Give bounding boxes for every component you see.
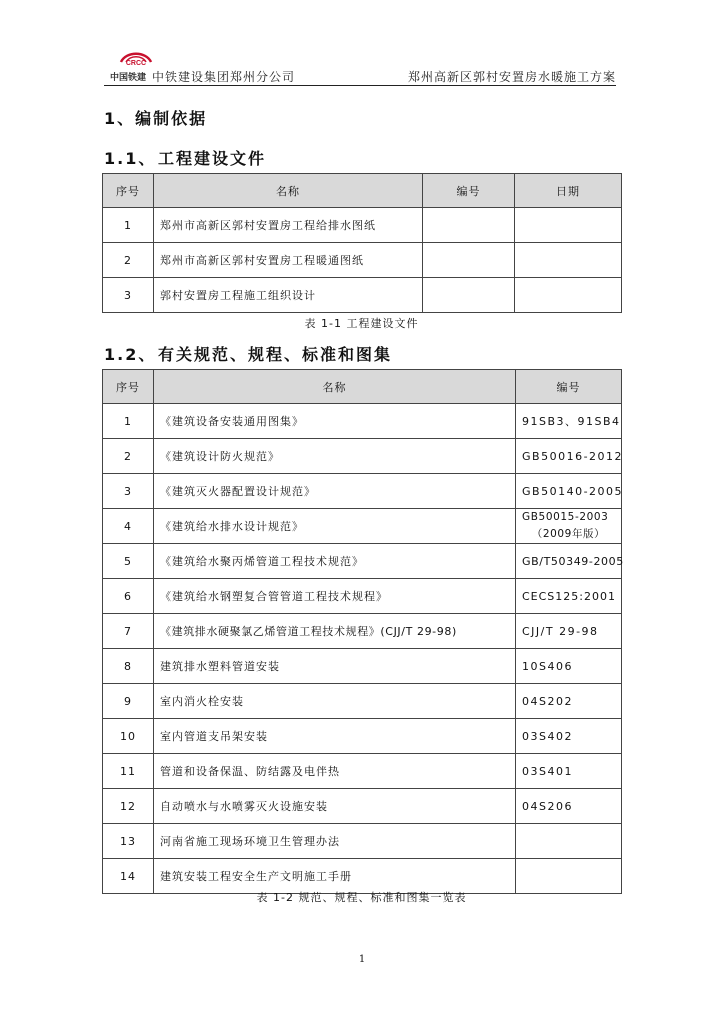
row-number: 9 bbox=[103, 684, 154, 719]
row-name: 《建筑排水硬聚氯乙烯管道工程技术规程》(CJJ/T 29-98) bbox=[154, 614, 516, 649]
row-code: CECS125:2001 bbox=[516, 579, 622, 614]
header-cell: 名称 bbox=[154, 370, 516, 404]
header-cell: 名称 bbox=[154, 174, 423, 208]
crcc-logo-icon bbox=[118, 50, 154, 70]
table-row bbox=[103, 404, 622, 439]
row-number: 13 bbox=[103, 824, 154, 859]
row-name: 《建筑给水聚丙烯管道工程技术规范》 bbox=[154, 544, 516, 579]
row-number: 7 bbox=[103, 614, 154, 649]
company-name: 中铁建设集团郑州分公司 bbox=[152, 70, 296, 84]
row-number: 5 bbox=[103, 544, 154, 579]
row-name: 《建筑设计防火规范》 bbox=[154, 439, 516, 474]
row-name: 河南省施工现场环境卫生管理办法 bbox=[154, 824, 516, 859]
table-row bbox=[103, 614, 622, 649]
table-row bbox=[103, 649, 622, 684]
header-divider bbox=[104, 85, 616, 86]
table-header-row bbox=[103, 370, 622, 404]
row-name: 建筑排水塑料管道安装 bbox=[154, 649, 516, 684]
table-row bbox=[103, 579, 622, 614]
table-row bbox=[103, 439, 622, 474]
table-row bbox=[103, 243, 622, 278]
row-date bbox=[515, 208, 622, 243]
row-number: 3 bbox=[103, 474, 154, 509]
row-code bbox=[423, 208, 515, 243]
header-cell: 编号 bbox=[516, 370, 622, 404]
page-number: 1 bbox=[358, 954, 366, 965]
table-row bbox=[103, 824, 622, 859]
engineering-documents-table bbox=[102, 173, 622, 313]
row-number: 8 bbox=[103, 649, 154, 684]
table-caption-1-1: 表 1-1 工程建设文件 bbox=[304, 317, 419, 330]
row-code-line2: （2009年版） bbox=[531, 528, 606, 540]
row-number: 6 bbox=[103, 579, 154, 614]
table-row bbox=[103, 544, 622, 579]
table-caption-1-2: 表 1-2 规范、规程、标准和图集一览表 bbox=[256, 891, 467, 904]
row-name: 建筑安装工程安全生产文明施工手册 bbox=[154, 859, 516, 894]
header-cell: 编号 bbox=[423, 174, 515, 208]
row-code: CJJ/T 29-98 bbox=[516, 614, 622, 649]
row-name: 郑州市高新区郭村安置房工程暖通图纸 bbox=[154, 243, 423, 278]
section-heading-1: 1、编制依据 bbox=[104, 109, 208, 128]
row-number: 12 bbox=[103, 789, 154, 824]
row-code-line1: GB50015-2003 bbox=[522, 511, 609, 523]
row-number: 11 bbox=[103, 754, 154, 789]
table-row bbox=[103, 474, 622, 509]
row-name: 管道和设备保温、防结露及电伴热 bbox=[154, 754, 516, 789]
row-code bbox=[516, 824, 622, 859]
row-number: 1 bbox=[103, 208, 154, 243]
row-number: 14 bbox=[103, 859, 154, 894]
row-name: 《建筑灭火器配置设计规范》 bbox=[154, 474, 516, 509]
row-code bbox=[423, 243, 515, 278]
row-code: GB50016-2012 bbox=[516, 439, 622, 474]
row-name: 自动喷水与水喷雾灭火设施安装 bbox=[154, 789, 516, 824]
table-row bbox=[103, 278, 622, 313]
page-header bbox=[104, 50, 616, 86]
row-code: 91SB3、91SB4 bbox=[516, 404, 622, 439]
section-title: 有关规范、规程、标准和图集 bbox=[158, 345, 393, 364]
table-row bbox=[103, 754, 622, 789]
row-number: 10 bbox=[103, 719, 154, 754]
standards-table bbox=[102, 369, 622, 894]
header-cell: 序号 bbox=[103, 174, 154, 208]
row-name: 郑州市高新区郭村安置房工程给排水图纸 bbox=[154, 208, 423, 243]
row-code: 04S206 bbox=[516, 789, 622, 824]
header-cell: 序号 bbox=[103, 370, 154, 404]
table-row bbox=[103, 509, 622, 544]
row-code: 10S406 bbox=[516, 649, 622, 684]
table-header-row bbox=[103, 174, 622, 208]
section-heading-1-1 bbox=[104, 146, 266, 169]
row-code: GB50140-2005 bbox=[516, 474, 622, 509]
row-code bbox=[423, 278, 515, 313]
row-name: 室内消火栓安装 bbox=[154, 684, 516, 719]
row-number: 4 bbox=[103, 509, 154, 544]
row-name: 室内管道支吊架安装 bbox=[154, 719, 516, 754]
document-title: 郑州高新区郭村安置房水暖施工方案 bbox=[407, 70, 616, 84]
row-code: 04S202 bbox=[516, 684, 622, 719]
table-row bbox=[103, 789, 622, 824]
row-code: 03S401 bbox=[516, 754, 622, 789]
row-code: GB/T50349-2005 bbox=[516, 544, 622, 579]
row-number: 2 bbox=[103, 439, 154, 474]
table-row bbox=[103, 208, 622, 243]
row-name: 郭村安置房工程施工组织设计 bbox=[154, 278, 423, 313]
row-number: 1 bbox=[103, 404, 154, 439]
row-name: 《建筑给水钢塑复合管管道工程技术规程》 bbox=[154, 579, 516, 614]
row-number: 3 bbox=[103, 278, 154, 313]
table-row bbox=[103, 684, 622, 719]
row-code bbox=[516, 509, 622, 544]
section-number: 1.1、 bbox=[104, 149, 157, 168]
row-date bbox=[515, 243, 622, 278]
svg-text:CRCC: CRCC bbox=[125, 60, 147, 67]
row-name: 《建筑设备安装通用图集》 bbox=[154, 404, 516, 439]
row-name: 《建筑给水排水设计规范》 bbox=[154, 509, 516, 544]
row-number: 2 bbox=[103, 243, 154, 278]
section-title: 工程建设文件 bbox=[158, 149, 267, 168]
section-number: 1.2、 bbox=[104, 345, 157, 364]
header-cell: 日期 bbox=[515, 174, 622, 208]
section-heading-1-2 bbox=[104, 342, 392, 365]
company-chinese-mark: 中国铁建 bbox=[110, 73, 147, 83]
table-row bbox=[103, 719, 622, 754]
row-date bbox=[515, 278, 622, 313]
row-code: 03S402 bbox=[516, 719, 622, 754]
